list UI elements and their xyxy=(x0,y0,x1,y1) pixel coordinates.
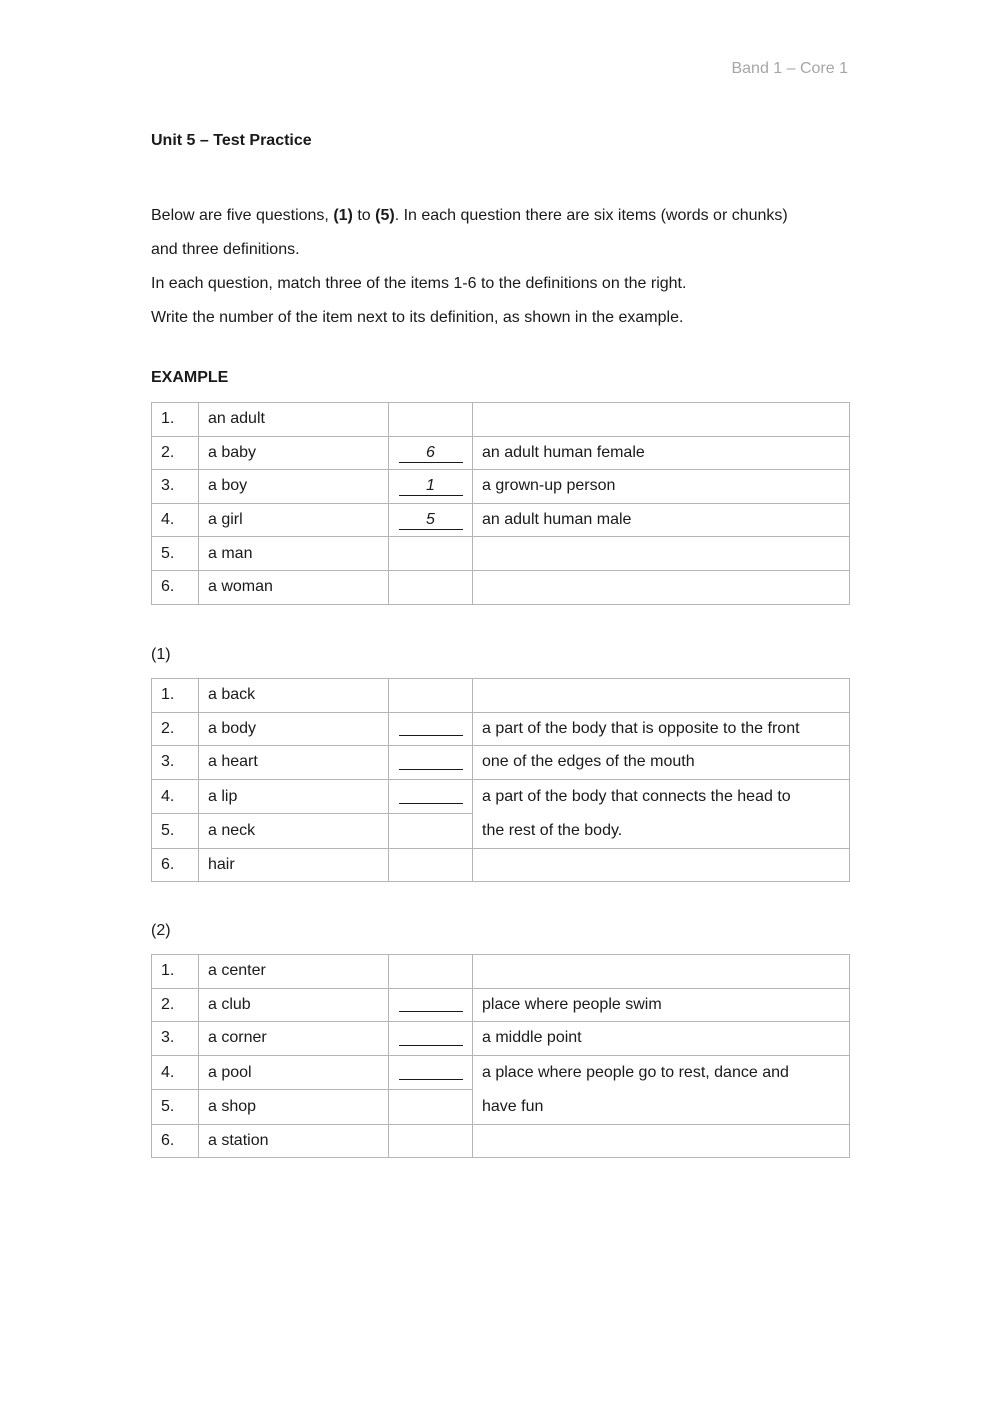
item-text: a baby xyxy=(199,436,389,470)
answer-cell xyxy=(389,570,473,604)
definition-cell xyxy=(473,570,850,604)
definition-cell xyxy=(473,955,850,989)
item-text: a neck xyxy=(199,814,389,849)
instruction-line-1: Below are five questions, (1) to (5). In each question there are six items (words or chunks) xyxy=(151,207,788,224)
item-text: a center xyxy=(199,955,389,989)
item-text: a pool xyxy=(199,1055,389,1090)
answer-blank[interactable] xyxy=(399,992,463,1012)
item-number: 5. xyxy=(152,1090,199,1125)
definition-line: the rest of the body. xyxy=(482,821,623,839)
table-row xyxy=(152,779,850,814)
item-text: an adult xyxy=(199,403,389,437)
example-answer: 6 xyxy=(399,443,463,463)
item-number: 3. xyxy=(152,1022,199,1056)
answer-cell xyxy=(389,1090,473,1125)
item-text: a back xyxy=(199,679,389,713)
item-number: 3. xyxy=(152,470,199,504)
answer-cell xyxy=(389,679,473,713)
table-row xyxy=(152,1124,850,1158)
table-row xyxy=(152,746,850,780)
item-text: a man xyxy=(199,537,389,571)
table-row xyxy=(152,537,850,571)
question-2-table xyxy=(151,954,850,1158)
definition-cell xyxy=(473,679,850,713)
question-1-label: (1) xyxy=(151,646,171,663)
definition-cell: place where people swim xyxy=(473,988,850,1022)
item-number: 5. xyxy=(152,537,199,571)
table-row xyxy=(152,503,850,537)
item-number: 2. xyxy=(152,712,199,746)
table-row xyxy=(152,1022,850,1056)
answer-cell xyxy=(389,537,473,571)
answer-blank[interactable] xyxy=(399,1060,463,1080)
table-row xyxy=(152,712,850,746)
question-1-table xyxy=(151,678,850,882)
item-text: a station xyxy=(199,1124,389,1158)
answer-cell xyxy=(389,848,473,882)
instruction-line-2: and three definitions. xyxy=(151,241,300,258)
definition-cell xyxy=(473,537,850,571)
item-text: a boy xyxy=(199,470,389,504)
answer-blank[interactable] xyxy=(399,716,463,736)
answer-blank[interactable] xyxy=(399,784,463,804)
answer-cell xyxy=(389,814,473,849)
definition-cell xyxy=(473,1055,850,1124)
definition-cell xyxy=(473,403,850,437)
table-row xyxy=(152,679,850,713)
item-text: a corner xyxy=(199,1022,389,1056)
answer-cell[interactable] xyxy=(389,1055,473,1090)
answer-blank[interactable] xyxy=(399,1026,463,1046)
question-2-label: (2) xyxy=(151,922,171,939)
item-number: 6. xyxy=(152,570,199,604)
item-text: a body xyxy=(199,712,389,746)
definition-cell xyxy=(473,848,850,882)
definition-cell: a part of the body that is opposite to the front xyxy=(473,712,850,746)
table-row xyxy=(152,436,850,470)
answer-cell[interactable] xyxy=(389,1022,473,1056)
answer-cell xyxy=(389,403,473,437)
page-header: Band 1 – Core 1 xyxy=(731,60,848,77)
page-title: Unit 5 – Test Practice xyxy=(151,132,312,149)
example-answer: 1 xyxy=(399,476,463,496)
item-text: a shop xyxy=(199,1090,389,1125)
answer-cell xyxy=(389,470,473,504)
table-row xyxy=(152,955,850,989)
instructions xyxy=(151,199,851,335)
item-text: a girl xyxy=(199,503,389,537)
item-text: a club xyxy=(199,988,389,1022)
table-row xyxy=(152,848,850,882)
answer-blank[interactable] xyxy=(399,750,463,770)
answer-cell[interactable] xyxy=(389,779,473,814)
answer-cell[interactable] xyxy=(389,988,473,1022)
item-number: 2. xyxy=(152,988,199,1022)
example-table xyxy=(151,402,850,605)
item-number: 2. xyxy=(152,436,199,470)
definition-line: a place where people go to rest, dance and xyxy=(482,1063,789,1081)
item-number: 4. xyxy=(152,779,199,814)
definition-line: a part of the body that connects the head to xyxy=(482,787,791,805)
definition-cell xyxy=(473,779,850,848)
answer-cell[interactable] xyxy=(389,746,473,780)
definition-cell: a grown-up person xyxy=(473,470,850,504)
definition-line: have fun xyxy=(482,1097,544,1115)
example-answer: 5 xyxy=(399,510,463,530)
item-number: 1. xyxy=(152,403,199,437)
instruction-line-3: In each question, match three of the items 1-6 to the definitions on the right. xyxy=(151,275,687,292)
item-number: 1. xyxy=(152,955,199,989)
definition-cell: a middle point xyxy=(473,1022,850,1056)
definition-cell: an adult human male xyxy=(473,503,850,537)
answer-cell xyxy=(389,436,473,470)
table-row xyxy=(152,570,850,604)
item-number: 6. xyxy=(152,1124,199,1158)
definition-cell: an adult human female xyxy=(473,436,850,470)
item-number: 6. xyxy=(152,848,199,882)
item-text: a heart xyxy=(199,746,389,780)
definition-cell xyxy=(473,1124,850,1158)
table-row xyxy=(152,988,850,1022)
answer-cell[interactable] xyxy=(389,712,473,746)
item-text: hair xyxy=(199,848,389,882)
table-row xyxy=(152,470,850,504)
table-row xyxy=(152,403,850,437)
item-number: 4. xyxy=(152,503,199,537)
table-row xyxy=(152,1055,850,1090)
example-label: EXAMPLE xyxy=(151,369,229,386)
item-text: a woman xyxy=(199,570,389,604)
instruction-line-4: Write the number of the item next to its definition, as shown in the example. xyxy=(151,309,684,326)
item-number: 4. xyxy=(152,1055,199,1090)
item-number: 5. xyxy=(152,814,199,849)
item-number: 3. xyxy=(152,746,199,780)
item-number: 1. xyxy=(152,679,199,713)
answer-cell xyxy=(389,955,473,989)
answer-cell xyxy=(389,503,473,537)
answer-cell xyxy=(389,1124,473,1158)
item-text: a lip xyxy=(199,779,389,814)
definition-cell: one of the edges of the mouth xyxy=(473,746,850,780)
